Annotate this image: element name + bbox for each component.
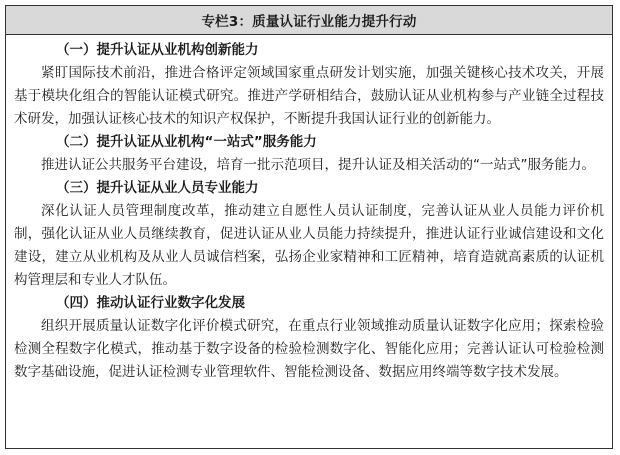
special-column-box <box>5 5 613 449</box>
column-title: 专栏3：质量认证行业能力提升行动 <box>201 14 417 30</box>
section-paragraph: 深化认证人员管理制度改革，推动建立自愿性人员认证制度，完善认证从业人员能力评价机制，强化认证从业人员继续教育，促进认证从业人员能力持续提升，推进认证行业诚信建设和文化建设，建立从业机构及从业人员诚信档案，弘扬企业家精神和工匠精神，培育造就高素质的认证机构管理层和专业人才队伍。 <box>14 203 604 288</box>
section-heading: （一）提升认证从业机构创新能力 <box>56 42 259 58</box>
section-1 <box>14 39 604 131</box>
section-heading: （二）提升认证从业机构“一站式”服务能力 <box>56 134 317 150</box>
section-paragraph: 紧盯国际技术前沿，推进合格评定领域国家重点研发计划实施，加强关键核心技术攻关，开展基于模块化组合的智能认证模式研究。推进产学研相结合，鼓励认证从业机构参与产业链全过程技术研发，加强认证核心技术的知识产权保护，不断提升我国认证行业的创新能力。 <box>14 65 604 127</box>
section-4 <box>14 292 604 384</box>
section-paragraph: 组织开展质量认证数字化评价模式研究，在重点行业领域推动质量认证数字化应用；探索检验检测全程数字化模式，推动基于数字设备的检验检测数字化、智能化应用；完善认证认可检验检测数字基础设施，促进认证检测专业管理软件、智能检测设备、数据应用终端等数字技术发展。 <box>14 318 604 380</box>
section-3 <box>14 177 604 292</box>
section-heading: （四）推动认证行业数字化发展 <box>56 295 245 311</box>
column-content <box>6 35 612 384</box>
column-title-bar <box>6 6 612 35</box>
section-2 <box>14 131 604 177</box>
section-paragraph: 推进认证公共服务平台建设，培育一批示范项目，提升认证及相关活动的“一站式”服务能力。 <box>41 157 595 173</box>
section-heading: （三）提升认证从业人员专业能力 <box>56 180 259 196</box>
